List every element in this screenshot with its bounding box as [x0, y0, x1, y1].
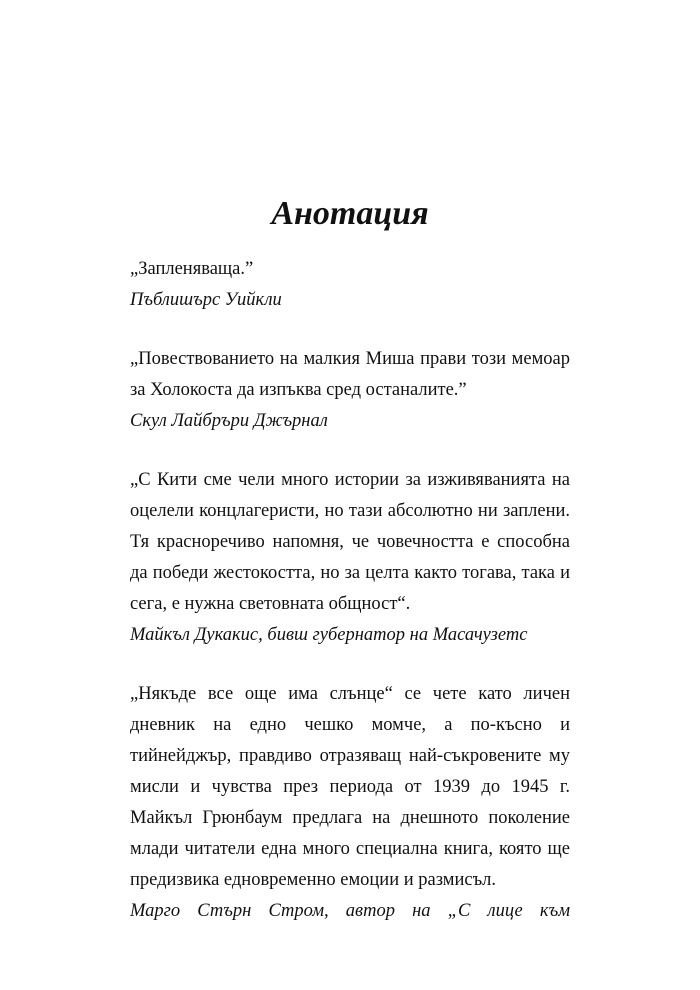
review-attribution-4: Марго Стърн Стром, автор на „С лице към: [130, 901, 570, 921]
review-block-3: [130, 465, 570, 651]
review-attribution-3: Майкъл Дукакис, бивш губернатор на Масачузетс: [130, 625, 528, 645]
review-block-4: [130, 679, 570, 927]
review-block-1: [130, 254, 570, 316]
review-block-2: [130, 344, 570, 437]
review-attribution-1: Пъблишърс Уийкли: [130, 290, 282, 310]
review-attribution-2: Скул Лайбръри Джърнал: [130, 411, 328, 431]
review-quote-2: „Повествованието на малкия Миша прави този мемоар за Холокоста да изпъква сред останалите.”: [130, 349, 570, 400]
review-quote-1: „Запленяваща.”: [130, 259, 254, 279]
review-quote-4: „Някъде все още има слънце“ се чете като личен дневник на едно чешко момче, а по-късно и тийнейджър, правдиво отразяващ най-съкровените му мисли и чувства през периода от 1939 до 1945 г. Майкъл Грюнбаум предлага на днешното поколение млади читатели една много специална книга, която ще предизвика едновременно емоции и размисъл.: [130, 684, 570, 890]
review-quote-3: „С Кити сме чели много истории за изживяванията на оцелели концлагеристи, но тази абсолютно ни заплени. Тя красноречиво напомня, че човечността е способна да победи жестокостта, но за целта както тогава, така и сега, е нужна световната общност“.: [130, 470, 570, 614]
page-title: Анотация: [271, 195, 429, 232]
annotation-body: [130, 254, 570, 955]
